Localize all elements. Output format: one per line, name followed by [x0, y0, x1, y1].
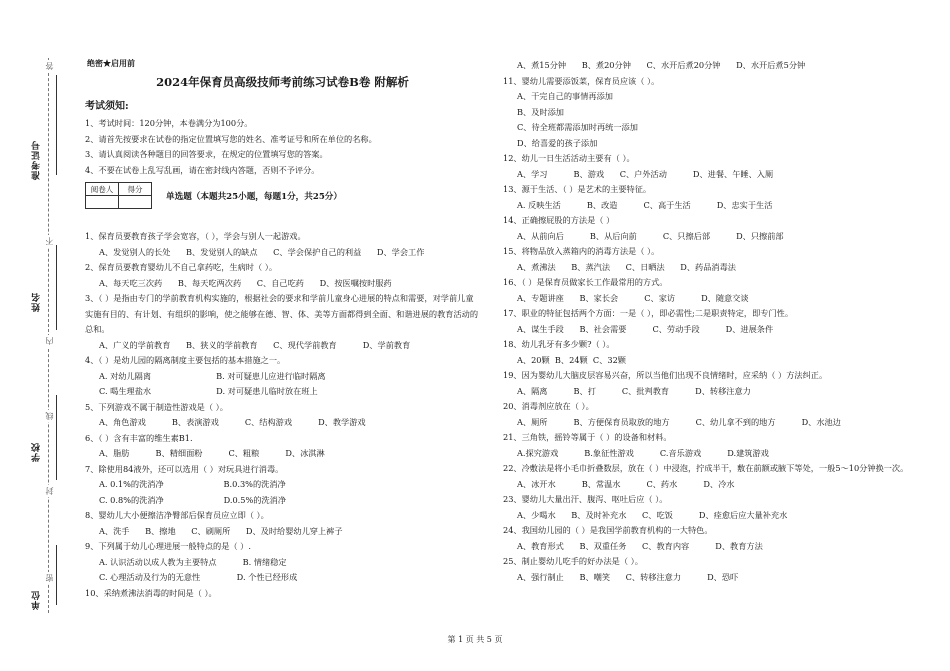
seal-char: 封 — [45, 487, 54, 495]
school-field[interactable] — [56, 395, 57, 480]
seal-char: 不 — [45, 237, 54, 245]
right-question-list — [503, 58, 933, 585]
notice-heading: 考试须知: — [85, 101, 129, 112]
unit-label: 单位 — [32, 590, 42, 610]
notice-item: 2、请首先按要求在试卷的指定位置填写您的姓名、准考证号和所在单位的名称。 — [85, 133, 377, 144]
exam-number-field[interactable] — [56, 75, 57, 175]
answer-options[interactable]: A、广义的学前教育 B、狭义的学前教育 C、现代学前教育 D、学前教育 — [99, 339, 411, 350]
question-item — [503, 430, 933, 461]
answer-options[interactable]: A、20颗 B、24颗 C、32颗 — [517, 354, 626, 365]
question-item — [503, 306, 933, 337]
question-stem: 15、将物品放入蒸箱内的消毒方法是（ ）。 — [503, 246, 660, 256]
question-stem: 3、（ ）是指由专门的学前教育机构实施的，根据社会的要求和学前儿童身心进展的特点和需要，对学前儿童实施有目的、有计划、有组织的影响，使之能够在德、智、体、美等方面都得到全面、和谐进展的教育活动的总和。 — [85, 293, 479, 334]
answer-options[interactable]: A、脂肪 B、精细面粉 C、粗粮 D、冰淇淋 — [99, 448, 325, 458]
question-item — [503, 244, 933, 275]
section-title: 单选题（本题共25小题，每题1分，共25分） — [166, 191, 342, 202]
answer-options[interactable]: A、干完自己的事情再添加 — [517, 91, 613, 101]
question-stem: 21、三角铁，摇铃等属于（ ）的设备和材料。 — [503, 432, 672, 442]
notice-item: 3、请认真阅读各种题目的回答要求，在规定的位置填写您的答案。 — [85, 149, 328, 159]
answer-options[interactable]: A. 反映生活 B、改造 C、高于生活 D、忠实于生活 — [517, 199, 773, 210]
answer-options[interactable]: A、每天吃三次药 B、每天吃两次药 C、自己吃药 D、按医嘱按时服药 — [99, 277, 392, 288]
answer-options[interactable]: A、煮15分钟 B、煮20分钟 C、水开后煮20分钟 D、水开后煮5分钟 — [517, 60, 806, 70]
answer-options[interactable]: A、冰开水 B、常温水 C、药水 D、冷水 — [517, 478, 735, 489]
answer-options[interactable]: A、学习 B、游戏 C、户外活动 D、进餐、午睡、入厕 — [517, 168, 774, 179]
question-item — [503, 523, 933, 554]
answer-options[interactable]: A、少喝水 B、及时补充水 C、吃饭 D、痊愈后应大量补充水 — [517, 509, 788, 520]
seal-char: 答 — [45, 62, 54, 70]
question-item — [503, 213, 933, 244]
answer-options[interactable]: A、强行制止 B、嘲笑 C、转移注意力 D、恐吓 — [517, 571, 739, 582]
right-column — [503, 58, 933, 585]
answer-options[interactable]: A.探究游戏 B.象征性游戏 C.音乐游戏 D.建筑游戏 — [517, 447, 769, 458]
question-item — [85, 586, 480, 602]
notice-item: 4、不要在试卷上乱写乱画，请在密封线内答题，否则不予评分。 — [85, 164, 320, 175]
question-item — [503, 492, 933, 523]
question-stem: 6、（ ）含有丰富的维生素B1. — [85, 432, 193, 443]
answer-options[interactable]: C. 0.8%的洗消净 D.0.5%的洗消净 — [99, 494, 287, 505]
question-stem: 16、（ ）是保育员做家长工作最常用的方式。 — [503, 277, 668, 287]
question-stem: 7、除使用84液外，还可以选用（ ）对玩具进行消毒。 — [85, 463, 284, 474]
question-stem: 5、下列游戏不属于制造性游戏是（ ）。 — [85, 401, 228, 412]
question-stem: 9、下列属于幼儿心理进展一般特点的是（ ）. — [85, 541, 251, 551]
question-item — [503, 58, 933, 74]
answer-options[interactable]: A. 对幼儿隔离 B. 对可疑患儿应进行临时隔离 — [99, 370, 326, 381]
answer-options[interactable]: A、隔离 B、打 C、批判教育 D、转移注意力 — [517, 385, 751, 396]
question-item — [503, 554, 933, 585]
question-stem: 19、因为婴幼儿大脑皮层容易兴奋，所以当他们出现不良情绪时，应采纳（ ）方法纠正。 — [503, 370, 828, 380]
question-item — [503, 182, 933, 213]
answer-options[interactable]: A、谋生手段 B、社会需要 C、劳动手段 D、进展条件 — [517, 323, 774, 334]
question-item — [85, 539, 480, 586]
page-number: 第 1 页 共 5 页 — [447, 635, 503, 644]
question-stem: 11、婴幼儿需要添饭菜，保育员应该（ ）。 — [503, 75, 660, 86]
question-stem: 17、职业的特征包括两个方面：一是（ ），即必需性;二是职责特定，即专门性。 — [503, 308, 794, 318]
seal-char: 线 — [45, 412, 54, 420]
question-stem: 22、冷敷法是将小毛巾折叠数层，放在（ ）中浸泡，拧成半干，敷在前额或腋下等处，一般5～10分钟换一次。 — [503, 463, 909, 473]
answer-options[interactable]: A、从前向后 B、从后向前 C、只擦后部 D、只擦前部 — [517, 230, 784, 241]
answer-options[interactable]: C. 心理活动及行为的无意性 D. 个性已经形成 — [99, 572, 298, 582]
answer-options[interactable]: A. 认识活动以成人教为主要特点 B. 情绪稳定 — [99, 556, 287, 567]
question-item — [503, 275, 933, 306]
binding-margin — [0, 0, 75, 671]
answer-options[interactable]: A、煮沸法 B、蒸汽法 C、日晒法 D、药品消毒法 — [517, 261, 736, 272]
answer-options[interactable]: C. 喝生理盐水 D. 对可疑患儿临时放在班上 — [99, 386, 318, 396]
page-title: 2024年保育员高级技师考前练习试卷B卷 附解析 — [156, 75, 409, 89]
question-stem: 8、婴幼儿大小便擦洁净臀部后保育员应立即（ ）。 — [85, 510, 269, 520]
secret-mark: 绝密★启用前 — [87, 58, 135, 68]
section-header — [85, 182, 480, 209]
seal-char: 内 — [45, 337, 54, 345]
question-stem: 24、我国幼儿园的（ ）是我国学前教育机构的一大特色。 — [503, 525, 713, 535]
question-item — [85, 462, 480, 509]
question-item — [503, 368, 933, 399]
answer-options[interactable]: D、给喜爱的孩子添加 — [517, 137, 598, 148]
answer-options[interactable]: C、待全班都需添加时再统一添加 — [517, 122, 638, 132]
reviewer-label: 阅卷人 — [86, 183, 119, 196]
answer-options[interactable]: A、发觉别人的长处 B、发觉别人的缺点 C、学会保护自己的利益 D、学会工作 — [99, 246, 425, 257]
answer-options[interactable]: A、教育形式 B、双重任务 C、教育内容 D、教育方法 — [517, 540, 763, 551]
question-item — [85, 229, 480, 260]
question-item — [85, 400, 480, 431]
left-column — [85, 58, 480, 601]
answer-options[interactable]: A、厕所 B、方便保育员取放的地方 C、幼儿拿不到的地方 D、水池边 — [517, 416, 841, 427]
name-label: 姓名 — [32, 292, 42, 312]
notice-item: 1、考试时间：120分钟，本卷满分为100分。 — [85, 118, 253, 128]
question-item — [85, 508, 480, 539]
question-item — [85, 431, 480, 462]
question-stem: 2、保育员要教育婴幼儿不自己拿药吃，生病时（ ）。 — [85, 262, 278, 272]
reviewer-cell[interactable] — [86, 196, 119, 209]
answer-options[interactable]: A、专题讲座 B、家长会 C、家访 D、随意交谈 — [517, 292, 749, 303]
question-stem: 14、正确擦屁股的方法是（ ） — [503, 215, 615, 225]
question-stem: 13、源于生活、（ ）是艺术的主要特征。 — [503, 184, 652, 194]
exam-number-label: 准考证号 — [32, 140, 42, 180]
unit-field[interactable] — [56, 545, 57, 605]
answer-options[interactable]: A、角色游戏 B、表演游戏 C、结构游戏 D、教学游戏 — [99, 417, 366, 427]
school-label: 学校 — [32, 442, 42, 462]
score-cell[interactable] — [119, 196, 152, 209]
question-item — [503, 337, 933, 368]
question-item — [85, 353, 480, 400]
question-stem: 4、（ ）是幼儿园的隔离制度主要包括的基本措施之一。 — [85, 355, 286, 365]
score-box — [85, 182, 152, 209]
question-item — [503, 461, 933, 492]
question-item — [85, 291, 480, 353]
seal-char: 密 — [45, 574, 54, 582]
answer-options[interactable]: A、洗手 B、擦地 C、刷厕所 D、及时给婴幼儿穿上裤子 — [99, 525, 343, 536]
question-stem: 12、幼儿一日生活活动主要有（ ）。 — [503, 153, 635, 163]
question-item — [503, 74, 933, 152]
question-item — [85, 260, 480, 291]
question-item — [503, 151, 933, 182]
name-field[interactable] — [56, 245, 57, 330]
question-stem: 23、婴幼儿大量出汗、腹泻、呕吐后应（ ）。 — [503, 494, 668, 504]
score-label: 得分 — [119, 183, 152, 196]
question-stem: 1、保育员要教育孩子学会宽容，（ ），学会与别人一起游戏。 — [85, 231, 306, 241]
answer-options[interactable]: A. 0.1%的洗消净 B.0.3%的洗消净 — [99, 479, 286, 489]
question-stem: 20、消毒剂应放在（ ）。 — [503, 401, 594, 411]
question-stem: 10、采纳煮沸法消毒的时间是（ ）。 — [85, 587, 217, 598]
question-stem: 18、幼儿乳牙有多少颗?（ ）。 — [503, 339, 615, 349]
left-question-list — [85, 229, 480, 601]
question-item — [503, 399, 933, 430]
answer-options[interactable]: B、及时添加 — [517, 106, 564, 117]
question-stem: 25、制止婴幼儿吃手的好办法是（ ）。 — [503, 556, 643, 566]
